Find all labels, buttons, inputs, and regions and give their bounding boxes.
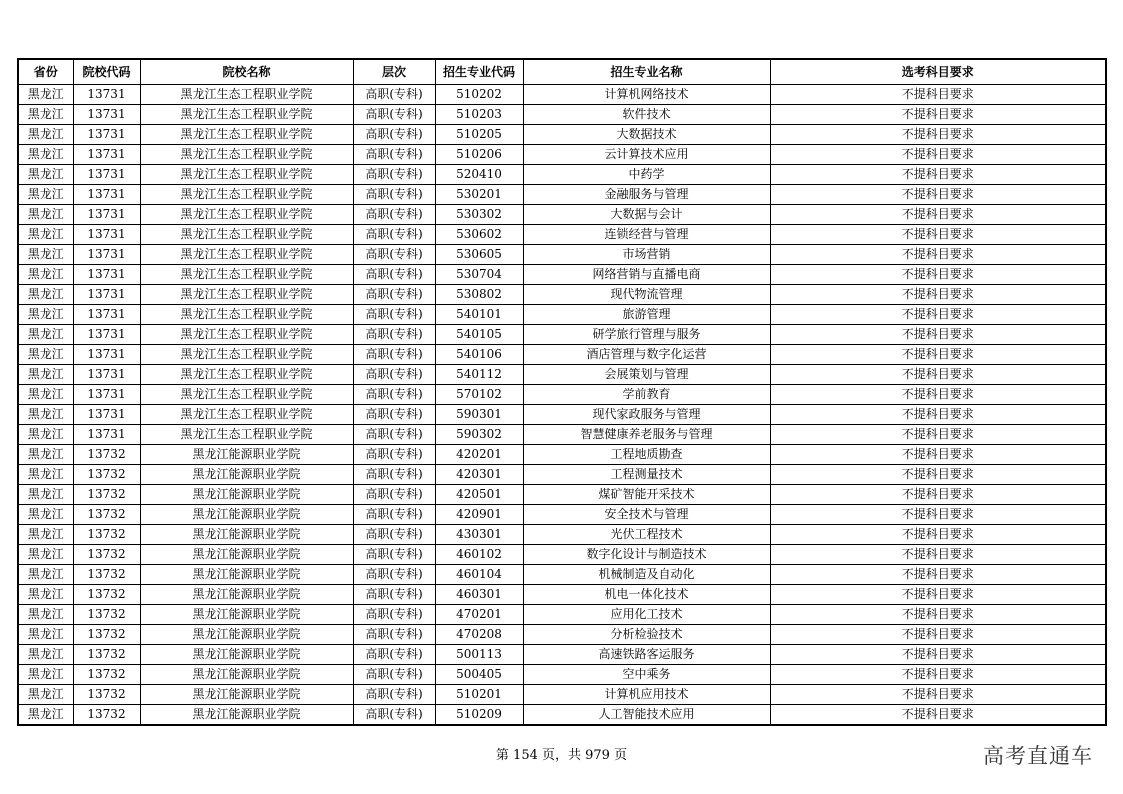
level-cell: 高职(专科) bbox=[353, 625, 435, 645]
level-cell: 高职(专科) bbox=[353, 145, 435, 165]
major-code-cell: 540101 bbox=[435, 305, 523, 325]
major-name-cell: 旅游管理 bbox=[523, 305, 770, 325]
major-code-cell: 510203 bbox=[435, 105, 523, 125]
province-cell: 黑龙江 bbox=[18, 365, 73, 385]
subject-requirement-cell: 不提科目要求 bbox=[770, 625, 1106, 645]
school-code-cell: 13731 bbox=[73, 145, 140, 165]
major-name-cell: 工程测量技术 bbox=[523, 465, 770, 485]
major-code-cell: 530704 bbox=[435, 265, 523, 285]
school-code-cell: 13731 bbox=[73, 245, 140, 265]
level-cell: 高职(专科) bbox=[353, 345, 435, 365]
level-cell: 高职(专科) bbox=[353, 525, 435, 545]
major-name-cell: 机电一体化技术 bbox=[523, 585, 770, 605]
subject-requirement-cell: 不提科目要求 bbox=[770, 465, 1106, 485]
major-code-cell: 570102 bbox=[435, 385, 523, 405]
level-cell: 高职(专科) bbox=[353, 585, 435, 605]
subject-requirement-cell: 不提科目要求 bbox=[770, 485, 1106, 505]
major-name-cell: 市场营销 bbox=[523, 245, 770, 265]
province-cell: 黑龙江 bbox=[18, 465, 73, 485]
school-code-cell: 13732 bbox=[73, 445, 140, 465]
table-row bbox=[18, 405, 1106, 425]
school-name-cell: 黑龙江能源职业学院 bbox=[140, 545, 353, 565]
school-code-cell: 13731 bbox=[73, 185, 140, 205]
table-row bbox=[18, 485, 1106, 505]
table-row bbox=[18, 425, 1106, 445]
school-code-cell: 13731 bbox=[73, 345, 140, 365]
table-row bbox=[18, 245, 1106, 265]
major-code-cell: 420201 bbox=[435, 445, 523, 465]
school-code-cell: 13731 bbox=[73, 405, 140, 425]
province-cell: 黑龙江 bbox=[18, 305, 73, 325]
school-name-cell: 黑龙江生态工程职业学院 bbox=[140, 165, 353, 185]
province-cell: 黑龙江 bbox=[18, 245, 73, 265]
province-cell: 黑龙江 bbox=[18, 505, 73, 525]
table-row bbox=[18, 85, 1106, 105]
level-cell: 高职(专科) bbox=[353, 665, 435, 685]
level-cell: 高职(专科) bbox=[353, 445, 435, 465]
level-cell: 高职(专科) bbox=[353, 505, 435, 525]
school-name-cell: 黑龙江能源职业学院 bbox=[140, 605, 353, 625]
province-cell: 黑龙江 bbox=[18, 145, 73, 165]
major-name-cell: 酒店管理与数字化运营 bbox=[523, 345, 770, 365]
level-cell: 高职(专科) bbox=[353, 705, 435, 726]
school-name-cell: 黑龙江能源职业学院 bbox=[140, 625, 353, 645]
school-name-cell: 黑龙江生态工程职业学院 bbox=[140, 345, 353, 365]
subject-requirement-cell: 不提科目要求 bbox=[770, 665, 1106, 685]
school-name-cell: 黑龙江生态工程职业学院 bbox=[140, 265, 353, 285]
subject-requirement-cell: 不提科目要求 bbox=[770, 365, 1106, 385]
major-name-cell: 煤矿智能开采技术 bbox=[523, 485, 770, 505]
subject-requirement-cell: 不提科目要求 bbox=[770, 145, 1106, 165]
level-cell: 高职(专科) bbox=[353, 85, 435, 105]
subject-requirement-cell: 不提科目要求 bbox=[770, 185, 1106, 205]
subject-requirement-cell: 不提科目要求 bbox=[770, 385, 1106, 405]
major-name-cell: 云计算技术应用 bbox=[523, 145, 770, 165]
province-cell: 黑龙江 bbox=[18, 525, 73, 545]
province-cell: 黑龙江 bbox=[18, 705, 73, 726]
level-cell: 高职(专科) bbox=[353, 405, 435, 425]
table-row bbox=[18, 125, 1106, 145]
school-code-cell: 13732 bbox=[73, 485, 140, 505]
table-row bbox=[18, 525, 1106, 545]
school-code-cell: 13732 bbox=[73, 505, 140, 525]
major-name-cell: 现代家政服务与管理 bbox=[523, 405, 770, 425]
major-code-cell: 530802 bbox=[435, 285, 523, 305]
province-cell: 黑龙江 bbox=[18, 425, 73, 445]
province-cell: 黑龙江 bbox=[18, 205, 73, 225]
subject-requirement-cell: 不提科目要求 bbox=[770, 405, 1106, 425]
school-code-cell: 13732 bbox=[73, 605, 140, 625]
table-row bbox=[18, 625, 1106, 645]
level-cell: 高职(专科) bbox=[353, 285, 435, 305]
subject-requirement-cell: 不提科目要求 bbox=[770, 105, 1106, 125]
major-code-cell: 460104 bbox=[435, 565, 523, 585]
major-name-cell: 计算机应用技术 bbox=[523, 685, 770, 705]
major-code-cell: 460301 bbox=[435, 585, 523, 605]
province-cell: 黑龙江 bbox=[18, 405, 73, 425]
subject-requirement-cell: 不提科目要求 bbox=[770, 705, 1106, 726]
subject-requirement-cell: 不提科目要求 bbox=[770, 305, 1106, 325]
level-cell: 高职(专科) bbox=[353, 125, 435, 145]
major-name-cell: 研学旅行管理与服务 bbox=[523, 325, 770, 345]
table-row bbox=[18, 105, 1106, 125]
major-code-cell: 530201 bbox=[435, 185, 523, 205]
school-name-cell: 黑龙江生态工程职业学院 bbox=[140, 145, 353, 165]
subject-requirement-cell: 不提科目要求 bbox=[770, 685, 1106, 705]
school-code-cell: 13731 bbox=[73, 105, 140, 125]
school-code-cell: 13731 bbox=[73, 365, 140, 385]
subject-requirement-cell: 不提科目要求 bbox=[770, 205, 1106, 225]
province-cell: 黑龙江 bbox=[18, 125, 73, 145]
column-header: 选考科目要求 bbox=[770, 59, 1106, 85]
school-code-cell: 13732 bbox=[73, 665, 140, 685]
school-code-cell: 13731 bbox=[73, 425, 140, 445]
level-cell: 高职(专科) bbox=[353, 385, 435, 405]
province-cell: 黑龙江 bbox=[18, 105, 73, 125]
subject-requirement-cell: 不提科目要求 bbox=[770, 265, 1106, 285]
table-header bbox=[18, 59, 1106, 85]
subject-requirement-cell: 不提科目要求 bbox=[770, 325, 1106, 345]
column-header: 省份 bbox=[18, 59, 73, 85]
province-cell: 黑龙江 bbox=[18, 225, 73, 245]
table-row bbox=[18, 705, 1106, 726]
school-name-cell: 黑龙江生态工程职业学院 bbox=[140, 105, 353, 125]
table-row bbox=[18, 645, 1106, 665]
level-cell: 高职(专科) bbox=[353, 365, 435, 385]
province-cell: 黑龙江 bbox=[18, 625, 73, 645]
level-cell: 高职(专科) bbox=[353, 685, 435, 705]
school-name-cell: 黑龙江生态工程职业学院 bbox=[140, 285, 353, 305]
school-name-cell: 黑龙江能源职业学院 bbox=[140, 465, 353, 485]
major-code-cell: 500405 bbox=[435, 665, 523, 685]
subject-requirement-cell: 不提科目要求 bbox=[770, 85, 1106, 105]
school-code-cell: 13732 bbox=[73, 465, 140, 485]
major-code-cell: 540105 bbox=[435, 325, 523, 345]
school-name-cell: 黑龙江生态工程职业学院 bbox=[140, 205, 353, 225]
province-cell: 黑龙江 bbox=[18, 605, 73, 625]
major-code-cell: 510205 bbox=[435, 125, 523, 145]
province-cell: 黑龙江 bbox=[18, 685, 73, 705]
school-name-cell: 黑龙江能源职业学院 bbox=[140, 705, 353, 726]
level-cell: 高职(专科) bbox=[353, 245, 435, 265]
header-row bbox=[18, 59, 1106, 85]
table-row bbox=[18, 665, 1106, 685]
major-name-cell: 人工智能技术应用 bbox=[523, 705, 770, 726]
school-code-cell: 13731 bbox=[73, 225, 140, 245]
major-code-cell: 590302 bbox=[435, 425, 523, 445]
school-name-cell: 黑龙江生态工程职业学院 bbox=[140, 365, 353, 385]
major-name-cell: 机械制造及自动化 bbox=[523, 565, 770, 585]
province-cell: 黑龙江 bbox=[18, 645, 73, 665]
school-code-cell: 13732 bbox=[73, 645, 140, 665]
table-row bbox=[18, 205, 1106, 225]
major-code-cell: 510209 bbox=[435, 705, 523, 726]
major-code-cell: 540106 bbox=[435, 345, 523, 365]
column-header: 院校名称 bbox=[140, 59, 353, 85]
level-cell: 高职(专科) bbox=[353, 605, 435, 625]
table-row bbox=[18, 505, 1106, 525]
school-code-cell: 13731 bbox=[73, 265, 140, 285]
table-row bbox=[18, 265, 1106, 285]
level-cell: 高职(专科) bbox=[353, 425, 435, 445]
level-cell: 高职(专科) bbox=[353, 105, 435, 125]
admission-table bbox=[17, 58, 1107, 726]
level-cell: 高职(专科) bbox=[353, 205, 435, 225]
major-code-cell: 590301 bbox=[435, 405, 523, 425]
major-name-cell: 现代物流管理 bbox=[523, 285, 770, 305]
school-name-cell: 黑龙江能源职业学院 bbox=[140, 485, 353, 505]
level-cell: 高职(专科) bbox=[353, 545, 435, 565]
school-code-cell: 13732 bbox=[73, 525, 140, 545]
major-code-cell: 420301 bbox=[435, 465, 523, 485]
table-row bbox=[18, 385, 1106, 405]
school-name-cell: 黑龙江生态工程职业学院 bbox=[140, 85, 353, 105]
major-code-cell: 540112 bbox=[435, 365, 523, 385]
major-name-cell: 连锁经营与管理 bbox=[523, 225, 770, 245]
major-code-cell: 500113 bbox=[435, 645, 523, 665]
province-cell: 黑龙江 bbox=[18, 325, 73, 345]
level-cell: 高职(专科) bbox=[353, 265, 435, 285]
table-row bbox=[18, 345, 1106, 365]
school-code-cell: 13732 bbox=[73, 545, 140, 565]
province-cell: 黑龙江 bbox=[18, 285, 73, 305]
subject-requirement-cell: 不提科目要求 bbox=[770, 545, 1106, 565]
level-cell: 高职(专科) bbox=[353, 185, 435, 205]
school-name-cell: 黑龙江能源职业学院 bbox=[140, 665, 353, 685]
school-code-cell: 13732 bbox=[73, 705, 140, 726]
subject-requirement-cell: 不提科目要求 bbox=[770, 425, 1106, 445]
major-name-cell: 分析检验技术 bbox=[523, 625, 770, 645]
table-row bbox=[18, 285, 1106, 305]
school-name-cell: 黑龙江能源职业学院 bbox=[140, 525, 353, 545]
table-row bbox=[18, 165, 1106, 185]
major-name-cell: 工程地质勘查 bbox=[523, 445, 770, 465]
table-row bbox=[18, 225, 1106, 245]
major-name-cell: 软件技术 bbox=[523, 105, 770, 125]
level-cell: 高职(专科) bbox=[353, 165, 435, 185]
subject-requirement-cell: 不提科目要求 bbox=[770, 605, 1106, 625]
school-name-cell: 黑龙江生态工程职业学院 bbox=[140, 185, 353, 205]
major-name-cell: 应用化工技术 bbox=[523, 605, 770, 625]
school-name-cell: 黑龙江能源职业学院 bbox=[140, 645, 353, 665]
school-name-cell: 黑龙江能源职业学院 bbox=[140, 445, 353, 465]
major-name-cell: 计算机网络技术 bbox=[523, 85, 770, 105]
school-code-cell: 13731 bbox=[73, 165, 140, 185]
major-name-cell: 中药学 bbox=[523, 165, 770, 185]
level-cell: 高职(专科) bbox=[353, 645, 435, 665]
school-code-cell: 13731 bbox=[73, 205, 140, 225]
subject-requirement-cell: 不提科目要求 bbox=[770, 525, 1106, 545]
level-cell: 高职(专科) bbox=[353, 485, 435, 505]
school-name-cell: 黑龙江生态工程职业学院 bbox=[140, 385, 353, 405]
school-code-cell: 13732 bbox=[73, 625, 140, 645]
major-name-cell: 数字化设计与制造技术 bbox=[523, 545, 770, 565]
school-code-cell: 13731 bbox=[73, 125, 140, 145]
major-name-cell: 大数据与会计 bbox=[523, 205, 770, 225]
school-code-cell: 13731 bbox=[73, 385, 140, 405]
major-name-cell: 智慧健康养老服务与管理 bbox=[523, 425, 770, 445]
major-name-cell: 网络营销与直播电商 bbox=[523, 265, 770, 285]
subject-requirement-cell: 不提科目要求 bbox=[770, 565, 1106, 585]
province-cell: 黑龙江 bbox=[18, 385, 73, 405]
school-name-cell: 黑龙江能源职业学院 bbox=[140, 565, 353, 585]
table-row bbox=[18, 185, 1106, 205]
column-header: 招生专业代码 bbox=[435, 59, 523, 85]
major-code-cell: 530605 bbox=[435, 245, 523, 265]
subject-requirement-cell: 不提科目要求 bbox=[770, 585, 1106, 605]
major-code-cell: 530302 bbox=[435, 205, 523, 225]
major-code-cell: 430301 bbox=[435, 525, 523, 545]
major-code-cell: 520410 bbox=[435, 165, 523, 185]
major-code-cell: 460102 bbox=[435, 545, 523, 565]
column-header: 层次 bbox=[353, 59, 435, 85]
major-code-cell: 510206 bbox=[435, 145, 523, 165]
subject-requirement-cell: 不提科目要求 bbox=[770, 505, 1106, 525]
level-cell: 高职(专科) bbox=[353, 305, 435, 325]
column-header: 院校代码 bbox=[73, 59, 140, 85]
subject-requirement-cell: 不提科目要求 bbox=[770, 245, 1106, 265]
subject-requirement-cell: 不提科目要求 bbox=[770, 285, 1106, 305]
watermark-logo-text: 高考直通车 bbox=[983, 744, 1093, 768]
province-cell: 黑龙江 bbox=[18, 545, 73, 565]
school-code-cell: 13731 bbox=[73, 305, 140, 325]
table-row bbox=[18, 305, 1106, 325]
major-name-cell: 大数据技术 bbox=[523, 125, 770, 145]
table-row bbox=[18, 685, 1106, 705]
province-cell: 黑龙江 bbox=[18, 445, 73, 465]
province-cell: 黑龙江 bbox=[18, 485, 73, 505]
school-name-cell: 黑龙江生态工程职业学院 bbox=[140, 225, 353, 245]
subject-requirement-cell: 不提科目要求 bbox=[770, 445, 1106, 465]
major-name-cell: 高速铁路客运服务 bbox=[523, 645, 770, 665]
school-name-cell: 黑龙江能源职业学院 bbox=[140, 505, 353, 525]
table-body bbox=[18, 85, 1106, 726]
province-cell: 黑龙江 bbox=[18, 85, 73, 105]
province-cell: 黑龙江 bbox=[18, 265, 73, 285]
subject-requirement-cell: 不提科目要求 bbox=[770, 645, 1106, 665]
school-code-cell: 13731 bbox=[73, 85, 140, 105]
school-name-cell: 黑龙江能源职业学院 bbox=[140, 685, 353, 705]
table-row bbox=[18, 605, 1106, 625]
table-row bbox=[18, 545, 1106, 565]
province-cell: 黑龙江 bbox=[18, 585, 73, 605]
subject-requirement-cell: 不提科目要求 bbox=[770, 165, 1106, 185]
school-code-cell: 13732 bbox=[73, 685, 140, 705]
school-name-cell: 黑龙江能源职业学院 bbox=[140, 585, 353, 605]
table-row bbox=[18, 585, 1106, 605]
major-name-cell: 安全技术与管理 bbox=[523, 505, 770, 525]
province-cell: 黑龙江 bbox=[18, 185, 73, 205]
province-cell: 黑龙江 bbox=[18, 665, 73, 685]
province-cell: 黑龙江 bbox=[18, 345, 73, 365]
major-code-cell: 510201 bbox=[435, 685, 523, 705]
major-name-cell: 空中乘务 bbox=[523, 665, 770, 685]
school-name-cell: 黑龙江生态工程职业学院 bbox=[140, 125, 353, 145]
major-code-cell: 420901 bbox=[435, 505, 523, 525]
level-cell: 高职(专科) bbox=[353, 325, 435, 345]
table-row bbox=[18, 465, 1106, 485]
level-cell: 高职(专科) bbox=[353, 465, 435, 485]
subject-requirement-cell: 不提科目要求 bbox=[770, 345, 1106, 365]
subject-requirement-cell: 不提科目要求 bbox=[770, 125, 1106, 145]
page-number: 第 154 页，共 979 页 bbox=[495, 748, 628, 763]
table-row bbox=[18, 365, 1106, 385]
major-code-cell: 530602 bbox=[435, 225, 523, 245]
major-name-cell: 会展策划与管理 bbox=[523, 365, 770, 385]
school-name-cell: 黑龙江生态工程职业学院 bbox=[140, 305, 353, 325]
table-row bbox=[18, 145, 1106, 165]
table-row bbox=[18, 445, 1106, 465]
major-name-cell: 光伏工程技术 bbox=[523, 525, 770, 545]
column-header: 招生专业名称 bbox=[523, 59, 770, 85]
major-name-cell: 学前教育 bbox=[523, 385, 770, 405]
major-code-cell: 470208 bbox=[435, 625, 523, 645]
school-name-cell: 黑龙江生态工程职业学院 bbox=[140, 425, 353, 445]
province-cell: 黑龙江 bbox=[18, 565, 73, 585]
major-code-cell: 470201 bbox=[435, 605, 523, 625]
table-row bbox=[18, 565, 1106, 585]
school-code-cell: 13732 bbox=[73, 565, 140, 585]
major-code-cell: 420501 bbox=[435, 485, 523, 505]
table-row bbox=[18, 325, 1106, 345]
subject-requirement-cell: 不提科目要求 bbox=[770, 225, 1106, 245]
major-code-cell: 510202 bbox=[435, 85, 523, 105]
school-code-cell: 13731 bbox=[73, 285, 140, 305]
school-code-cell: 13731 bbox=[73, 325, 140, 345]
province-cell: 黑龙江 bbox=[18, 165, 73, 185]
school-name-cell: 黑龙江生态工程职业学院 bbox=[140, 405, 353, 425]
school-code-cell: 13732 bbox=[73, 585, 140, 605]
level-cell: 高职(专科) bbox=[353, 225, 435, 245]
school-name-cell: 黑龙江生态工程职业学院 bbox=[140, 325, 353, 345]
school-name-cell: 黑龙江生态工程职业学院 bbox=[140, 245, 353, 265]
level-cell: 高职(专科) bbox=[353, 565, 435, 585]
major-name-cell: 金融服务与管理 bbox=[523, 185, 770, 205]
